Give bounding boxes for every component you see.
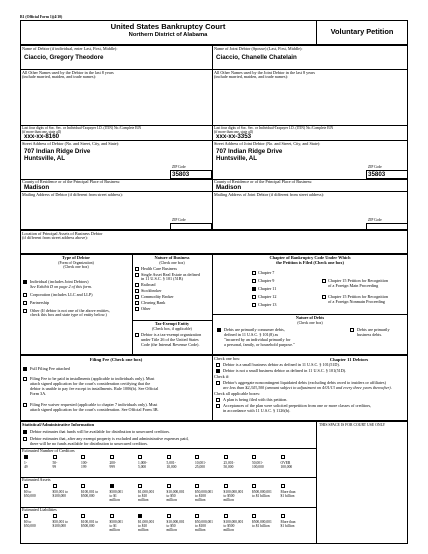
liabilities-option-label: to $1 [109,524,117,528]
joint-name-label: Name of Joint Debtor (Spouse) (Last, First, Middle): [214,46,303,51]
assets-checkbox[interactable] [81,484,85,488]
chapter-7-checkbox[interactable] [252,271,256,275]
liabilities-option-label: $10,000,001 [166,520,185,524]
assets-option-label: to $100 [195,494,206,498]
creditors-checkbox[interactable] [252,455,256,459]
location-label-2: (if different from street address above): [22,235,88,240]
business-debts-line1: Debts are primarily [357,327,390,332]
chapter-9-label: Chapter 9 [258,278,275,283]
joint-ssn-label-2: (if more than one, state all) [214,130,253,134]
corporation-checkbox[interactable] [23,293,27,297]
health-care-label: Health Care Business [141,266,178,271]
assets-label: Estimated Assets [22,477,51,482]
assets-option-label: million [195,498,206,502]
nature-business-subtitle: (Check one box) [159,261,185,265]
individual-label: Individual (includes Joint Debtors) [30,279,89,284]
liabilities-option-label: to $50 [166,524,176,528]
assets-option-label: $50,001 to [52,490,68,494]
chapter-12-checkbox[interactable] [252,295,256,299]
filing-fee-title: Filing Fee (Check one box) [89,357,143,362]
installments-line4: Form 3A. [30,391,47,396]
creditors-checkbox[interactable] [138,455,142,459]
chapter-title-2: the Petition is Filed (Check one box) [276,260,344,265]
nature-debts-subtitle: (Check one box) [297,321,323,325]
joint-mailing-zip-box [366,223,408,230]
other-business-checkbox[interactable] [135,307,139,311]
other-entity-checkbox[interactable] [23,309,27,313]
installments-line2: attach signed application for the court's consideration certifying that the [30,381,151,386]
debtor-mailing-zip-box [170,223,212,230]
tax-exempt-line3: Code (the Internal Revenue Code). [141,342,200,347]
liabilities-option-label: $1,000,001 [138,520,155,524]
liabilities-option-label: More than [280,520,296,524]
aggregate-debts-line2: are less than $2,343,300 (amount subject to adjustment on 4/01/13 and every three years thereafter). [223,385,392,390]
debtor-joint-divider [212,45,213,230]
assets-option-label: million [166,498,177,502]
plan-filed-checkbox[interactable] [216,398,220,402]
joint-address-line1: 707 Indian Ridge Drive [216,148,283,155]
creditors-option-label: 25,001- [223,461,235,465]
creditors-option-label: 1,000- [138,461,148,465]
creditors-label: Estimated Number of Creditors [22,448,75,453]
consumer-debts-line3: "incurred by an individual primarily for [224,337,291,342]
full-fee-checkbox[interactable] [23,367,27,371]
aggregate-debts-line1: Debtor's aggregate noncontingent liquidated debts (excluding debts owed to insiders or affiliates) [223,380,386,385]
chapter-15-nonmain-label: Chapter 15 Petition for Recognition [328,294,389,299]
creditors-option-label: 25,000 [195,465,205,469]
railroad-label: Railroad [141,282,156,287]
liabilities-option-label: $50,000 [24,524,36,528]
chapter-11-label: Chapter 11 [258,286,277,291]
chapter-13-checkbox[interactable] [252,303,256,307]
liabilities-option-label: $100,001 to [81,520,99,524]
joint-ssn-label: Last four digits of Soc. Sec. or Individual-Taxpayer I.D. (ITIN) No./Complete EIN [214,126,334,130]
tax-exempt-line1: Debtor is a tax-exempt organization [141,332,202,337]
type-debtor-subtitle-2: (Check one box) [63,265,89,269]
assets-checkbox[interactable] [167,484,171,488]
consumer-debts-line2: defined in 11 U.S.C. § 101(8) as [224,332,279,337]
assets-checkbox[interactable] [195,484,199,488]
creditors-option-label: 200- [109,461,117,465]
assets-option-label: $50,000 [24,494,36,498]
chapter-15-nonmain-checkbox[interactable] [322,295,326,299]
creditors-option-label: 100- [81,461,88,465]
liabilities-option-label: $1 billion [280,524,295,528]
small-business-checkbox[interactable] [216,363,220,367]
creditors-option-label: 50- [52,461,58,465]
creditors-option-label: 100,000 [252,465,264,469]
chapter-7-label: Chapter 7 [258,270,275,275]
creditors-option-label: 100,000 [280,465,293,469]
other-entity-label-2: check this box and state type of entity below.) [30,312,107,317]
commodity-broker-label: Commodity Broker [141,294,174,299]
other-business-label: Other [141,306,151,311]
assets-option-label: million [109,498,120,502]
location-label: Location of Principal Assets of Business Debtor [22,231,103,236]
creditors-option-label: 99 [52,465,57,469]
debtor-county-label: County of Residence or of the Principal Place of Business: [22,179,121,184]
creditors-checkbox[interactable] [110,455,114,459]
ch11-check-one: Check one box: [214,356,241,361]
nature-debts-title: Nature of Debts [295,315,325,320]
debtor-ssn-label-2: (if more than one, state all) [22,130,61,134]
liabilities-option-label: $0 to [24,520,32,524]
assets-option-label: to $1 billion [252,494,270,498]
debtor-county: Madison [24,184,50,191]
chapter-15-main-label-2: of a Foreign Main Proceeding [328,283,379,288]
joint-zip: 35803 [368,171,386,178]
liabilities-checkbox[interactable] [110,514,114,518]
divider [132,254,133,355]
debtor-name-label: Name of Debtor (if individual, enter Last, First, Middle): [22,46,118,51]
acceptances-line2: in accordance with 11 U.S.C. § 1126(b). [223,408,291,413]
assets-option-label: $1 billion [280,494,295,498]
ch11-check-all: Check all applicable boxes: [214,391,261,396]
liabilities-checkbox[interactable] [167,514,171,518]
creditors-option-label: 5,001- [166,461,176,465]
assets-option-label: $0 to [24,490,32,494]
assets-checkbox[interactable] [53,484,57,488]
assets-checkbox[interactable] [138,484,142,488]
not-small-business-checkbox[interactable] [216,369,220,373]
liabilities-checkbox[interactable] [53,514,57,518]
court-use-divider [316,421,317,544]
ch11-check-if: Check if: [214,374,230,379]
joint-mailing-zip-label: ZIP Code [368,218,382,222]
liabilities-option-label: $50,000,001 [195,520,213,524]
liabilities-option-label: million [223,528,234,532]
single-asset-label-2: in 11 U.S.C. § 101 (51B) [141,276,183,281]
assets-option-label: $500,000,001 [252,490,272,494]
creditors-option-label: OVER [280,461,291,465]
creditors-checkbox[interactable] [281,455,285,459]
fee-waiver-line2: attach signed application for the court's consideration. See Official Form 3B. [30,407,159,412]
liabilities-option-label: $500,000,001 [252,520,272,524]
court-district: Northern District of Alabama [128,32,208,38]
joint-county: Madison [216,184,242,191]
liabilities-option-label: $50,001 to [52,520,68,524]
liabilities-option-label: $500,001 [109,520,123,524]
assets-option-label: $1,000,001 [138,490,155,494]
petition-title: Voluntary Petition [330,27,394,36]
liabilities-option-label: million [166,528,177,532]
debtor-zip-label: ZIP Code [172,165,186,169]
creditors-option-label: 199 [81,465,87,469]
liabilities-option-label: to $10 [138,524,148,528]
joint-address-label: Street Address of Joint Debtor (No. and Street, City, and State): [214,141,321,146]
assets-option-label: $500,000 [81,494,95,498]
installments-line1: Filing Fee to be paid in installments (applicable to individuals only). Must [30,376,155,381]
joint-zip-label: ZIP Code [368,165,382,169]
debtor-address-line2: Huntsville, AL [24,155,66,162]
liabilities-checkbox[interactable] [24,514,28,518]
funds-available-checkbox[interactable] [23,430,27,434]
creditors-option-label: 10,001- [195,461,207,465]
divider [212,254,213,355]
chapter-12-label: Chapter 12 [258,294,277,299]
creditors-checkbox[interactable] [81,455,85,459]
joint-mailing-label: Mailing Address of Joint Debtor (if different from street address): [214,192,325,197]
chapter-11-checkbox[interactable] [252,287,256,291]
divider [20,507,316,508]
creditors-option-label: 1- [24,461,27,465]
business-debts-checkbox[interactable] [350,328,354,332]
creditors-checkbox[interactable] [167,455,171,459]
assets-option-label: More than [280,490,296,494]
small-business-label: Debtor is a small business debtor as defined in 11 U.S.C. § 101(51D). [223,362,340,367]
debtor-other-names-label: All Other Names used by the Debtor in the last 8 years [22,70,114,75]
installments-checkbox[interactable] [23,377,27,381]
consumer-debts-line4: a personal, family, or household purpose." [224,342,295,347]
joint-other-names-label-2: (include married, maiden, and trade names): [214,74,289,79]
fee-waiver-line1: Filing Fee waiver requested (applicable to chapter 7 individuals only). Must [30,402,158,407]
debtor-name: Ciaccio, Gregory Theodore [24,54,104,61]
divider [212,355,213,421]
funds-available-label: Debtor estimates that funds will be available for distribution to unsecured creditors. [30,429,171,434]
creditors-option-label: 50,001- [252,461,264,465]
debtor-address-line1: 707 Indian Ridge Drive [24,148,91,155]
assets-option-label: $50,000,001 [195,490,213,494]
stockbroker-checkbox[interactable] [135,289,139,293]
tax-exempt-line2: under Title 26 of the United States [141,337,199,342]
creditors-option-label: 50,000 [223,465,234,469]
court-use-label: THIS SPACE IS FOR COURT USE ONLY [319,423,386,427]
clearing-bank-label: Clearing Bank [141,300,166,305]
joint-name: Ciaccio, Chanelle Chatelain [216,54,297,61]
liabilities-option-label: $100,000,001 [223,520,244,524]
debtor-other-names-label-2: (include married, maiden, and trade names): [22,74,97,79]
debtor-ssn: xxx-xx-8160 [24,133,60,140]
liabilities-checkbox[interactable] [138,514,142,518]
liabilities-option-label: $500,000 [81,524,95,528]
assets-checkbox[interactable] [252,484,256,488]
chapter-15-main-checkbox[interactable] [322,279,326,283]
tax-exempt-subtitle: (Check box, if applicable) [152,327,192,331]
court-title: United States Bankruptcy Court [110,22,226,31]
liabilities-checkbox[interactable] [81,514,85,518]
joint-address-line2: Huntsville, AL [216,155,258,162]
consumer-debts-line1: Debts are primarily consumer debts, [224,327,285,332]
chapter-title: Chapter of Bankruptcy Code Under Which [269,255,351,260]
assets-option-label: $500,001 [109,490,123,494]
joint-county-label: County of Residence or of the Principal Place of Business: [214,179,313,184]
chapter-15-main-label: Chapter 15 Petition for Recognition [328,278,389,283]
liabilities-label: Estimated Liabilities [22,507,57,512]
assets-option-label: $100,001 to [81,490,99,494]
stockbroker-label: Stockbroker [141,288,162,293]
plan-filed-label: A plan is being filed with this petition. [223,397,288,402]
chapter-9-checkbox[interactable] [252,279,256,283]
creditors-option-label: 49 [24,465,28,469]
assets-option-label: to $1 [109,494,117,498]
tax-exempt-title: Tax-Exempt Entity [154,321,190,326]
creditors-option-label: 5,000 [138,465,147,469]
assets-checkbox[interactable] [224,484,228,488]
debtor-ssn-label: Last four digits of Soc. Sec. or Individual-Taxpayer I.D. (ITIN) No./Complete EIN [22,126,142,130]
partnership-label: Partnership [30,300,50,305]
liabilities-option-label: million [195,528,206,532]
assets-checkbox[interactable] [281,484,285,488]
installments-line3: debtor is unable to pay fee except in installments. Rule 1006(b). See Official [30,386,159,391]
form-tag: B1 (Official Form 1)(4/10) [20,15,63,19]
debtor-address-label: Street Address of Debtor (No. and Street, City, and State): [22,141,120,146]
single-asset-checkbox[interactable] [135,273,139,277]
type-debtor-title: Type of Debtor [61,255,91,260]
liabilities-option-label: million [109,528,120,532]
tax-exempt-checkbox[interactable] [135,333,139,337]
consumer-debts-checkbox[interactable] [217,328,221,332]
liabilities-checkbox[interactable] [224,514,228,518]
aggregate-debts-checkbox[interactable] [216,381,220,385]
stat-title: Statistical/Administrative Information [22,422,95,427]
acceptances-checkbox[interactable] [216,404,220,408]
chapter-15-nonmain-label-2: of a Foreign Nonmain Proceeding [328,299,385,304]
creditors-checkbox[interactable] [195,455,199,459]
full-fee-label: Full Filing Fee attached [30,366,70,371]
assets-option-label: $100,000 [52,494,66,498]
joint-other-names-label: All Other Names used by the Joint Debtor in the last 8 years [214,70,315,75]
individual-checkbox[interactable] [23,280,27,284]
assets-option-label: million [223,498,234,502]
liabilities-checkbox[interactable] [195,514,199,518]
assets-option-label: $100,000,001 [223,490,244,494]
not-small-business-label: Debtor is not a small business debtor as defined in 11 U.S.C. § 101(51D). [223,368,347,373]
business-debts-line2: business debts. [357,332,383,337]
assets-option-label: million [138,498,149,502]
acceptances-line1: Acceptances of the plan were solicited prepetition from one or more classes of creditors, [223,403,372,408]
liabilities-checkbox[interactable] [252,514,256,518]
partnership-checkbox[interactable] [23,301,27,305]
creditors-option-label: 999 [109,465,115,469]
no-funds-line2: there will be no funds available for distribution to unsecured creditors. [30,441,149,446]
assets-option-label: to $10 [138,494,148,498]
assets-option-label: $10,000,001 [166,490,185,494]
commodity-broker-checkbox[interactable] [135,295,139,299]
type-debtor-subtitle: (Form of Organization) [58,261,94,265]
ch11-title: Chapter 11 Debtors [329,357,369,362]
fee-waiver-checkbox[interactable] [23,403,27,407]
creditors-checkbox[interactable] [224,455,228,459]
health-care-checkbox[interactable] [135,267,139,271]
debtor-zip: 35803 [172,171,190,178]
other-entity-label: Other (If debtor is not one of the above entities, [30,308,110,313]
liabilities-option-label: to $1 billion [252,524,270,528]
liabilities-option-label: to $500 [223,524,235,528]
no-funds-checkbox[interactable] [23,437,27,441]
creditors-checkbox[interactable] [53,455,57,459]
individual-note: See Exhibit D on page 2 of this form. [30,284,92,289]
liabilities-checkbox[interactable] [281,514,285,518]
debtor-mailing-zip-label: ZIP Code [172,218,186,222]
single-asset-label: Single Asset Real Estate as defined [141,272,200,277]
assets-option-label: to $50 [166,494,176,498]
assets-checkbox[interactable] [110,484,114,488]
nature-business-title: Nature of Business [154,255,190,260]
creditors-checkbox[interactable] [24,455,28,459]
railroad-checkbox[interactable] [135,283,139,287]
no-funds-line1: Debtor estimates that, after any exempt property is excluded and administrative expenses paid, [30,436,189,441]
chapter-13-label: Chapter 13 [258,302,277,307]
clearing-bank-checkbox[interactable] [135,301,139,305]
liabilities-option-label: million [138,528,149,532]
joint-ssn: xxx-xx-3353 [216,133,252,140]
divider [20,477,316,478]
creditors-option-label: 10,000 [166,465,177,469]
assets-option-label: to $500 [223,494,235,498]
debtor-mailing-label: Mailing Address of Debtor (if different from street address): [22,192,123,197]
corporation-label: Corporation (includes LLC and LLP) [30,292,93,297]
liabilities-option-label: $100,000 [52,524,66,528]
assets-checkbox[interactable] [24,484,28,488]
liabilities-option-label: to $100 [195,524,206,528]
